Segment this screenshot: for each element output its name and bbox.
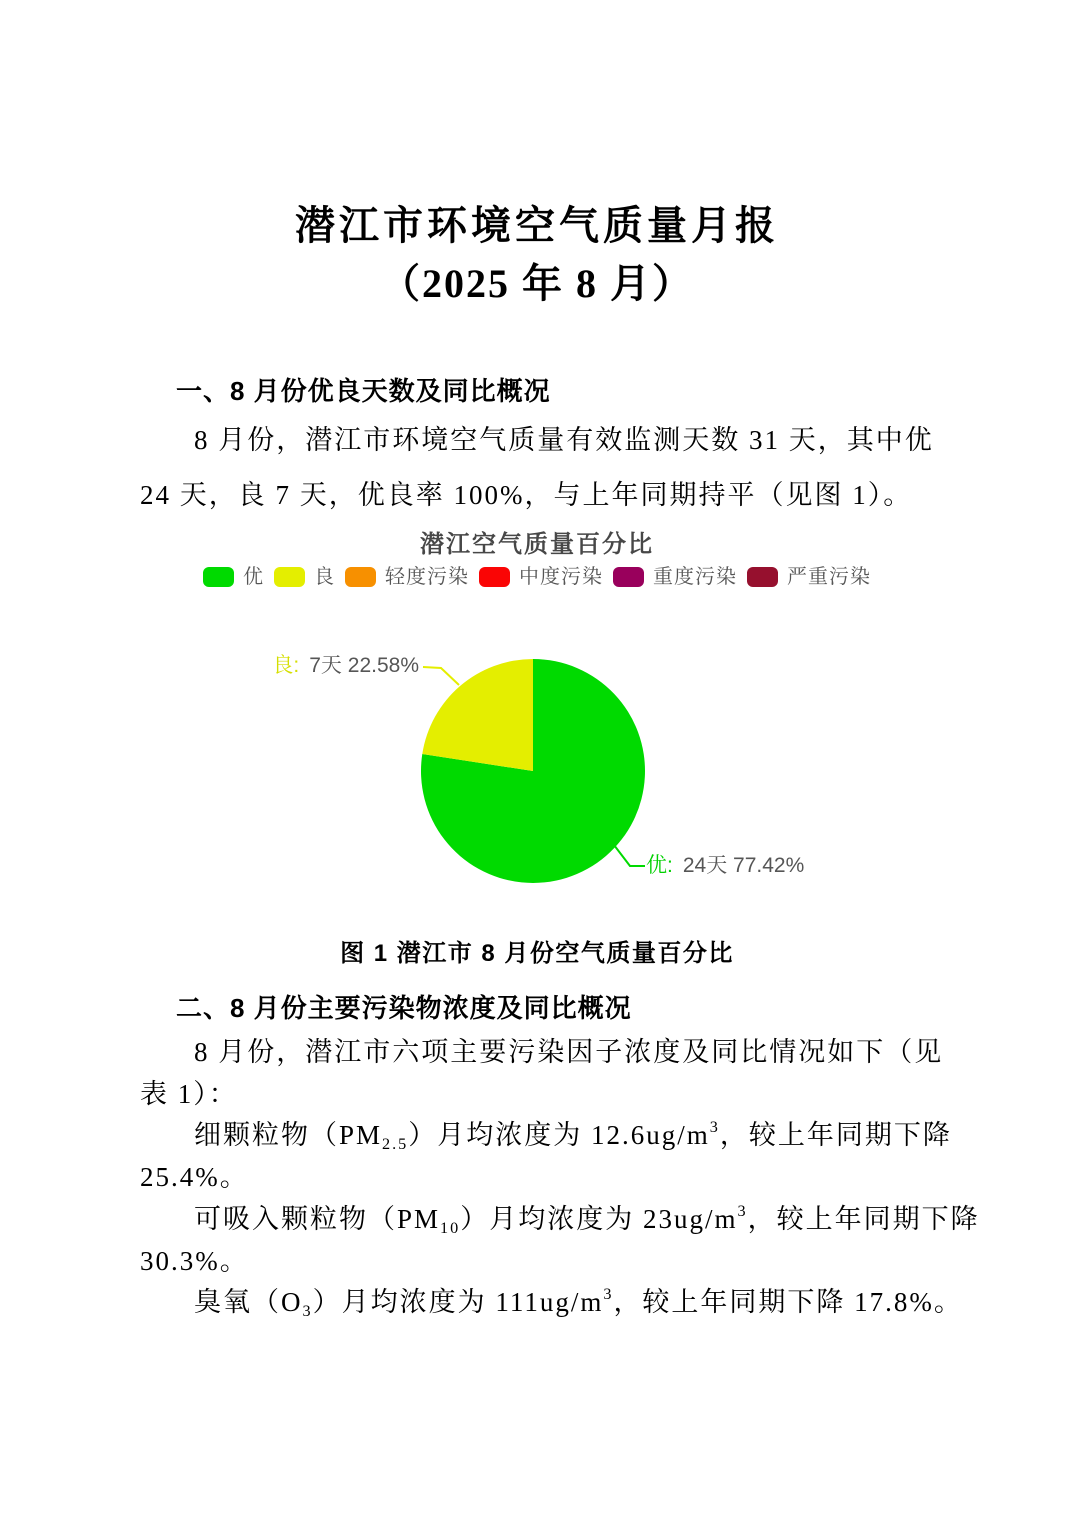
text-segment: 细颗粒物（PM bbox=[194, 1120, 383, 1151]
figure-caption: 图 1 潜江市 8 月份空气质量百分比 bbox=[340, 940, 734, 967]
text-segment: 30.3%。 bbox=[140, 1245, 249, 1276]
body-text-line bbox=[140, 413, 970, 468]
section-1-paragraph bbox=[140, 413, 970, 523]
subscript-text: 2.5 bbox=[382, 1135, 409, 1154]
section-2-paragraphs bbox=[140, 1032, 980, 1324]
pie-callout-you bbox=[646, 854, 804, 878]
legend-swatch-icon bbox=[747, 567, 778, 587]
subscript-text: 10 bbox=[440, 1218, 461, 1237]
text-segment: 表 1）： bbox=[140, 1078, 238, 1109]
subscript-text: 3 bbox=[302, 1302, 313, 1321]
legend-label: 中度污染 bbox=[519, 566, 603, 588]
report-subtitle: （2025 年 8 月） bbox=[380, 261, 694, 306]
superscript-text: 3 bbox=[737, 1201, 748, 1220]
text-segment: 8 月份，潜江市环境空气质量有效监测天数 31 天，其中优 bbox=[194, 425, 934, 455]
superscript-text: 3 bbox=[603, 1285, 614, 1304]
body-text-line bbox=[140, 1157, 970, 1199]
chart-legend bbox=[0, 566, 1074, 588]
legend-label: 严重污染 bbox=[787, 566, 871, 588]
body-text-line bbox=[140, 1282, 970, 1324]
legend-item-重度污染 bbox=[613, 566, 737, 588]
legend-item-良 bbox=[274, 566, 335, 588]
pie-callout-liang-value: 7天 22.58% bbox=[309, 654, 419, 677]
body-text-line bbox=[140, 1199, 980, 1241]
legend-swatch-icon bbox=[345, 567, 376, 587]
text-segment: ）月均浓度为 23ug/m bbox=[460, 1203, 738, 1234]
pie-callout-you-category: 优: bbox=[646, 854, 673, 877]
text-segment: ，较上年同期下降 17.8%。 bbox=[613, 1287, 963, 1318]
legend-item-优 bbox=[203, 566, 264, 588]
body-text-line bbox=[140, 1115, 970, 1157]
text-segment: ）月均浓度为 12.6ug/m bbox=[408, 1120, 710, 1151]
legend-swatch-icon bbox=[203, 567, 234, 587]
body-text-line bbox=[140, 1241, 970, 1283]
pie-callout-liang bbox=[230, 654, 419, 678]
superscript-text: 3 bbox=[709, 1118, 720, 1137]
legend-label: 轻度污染 bbox=[385, 566, 469, 588]
legend-label: 重度污染 bbox=[653, 566, 737, 588]
legend-swatch-icon bbox=[613, 567, 644, 587]
pie-slice-良 bbox=[422, 659, 533, 771]
text-segment: ）月均浓度为 111ug/m bbox=[312, 1287, 604, 1318]
text-segment: 可吸入颗粒物（PM bbox=[194, 1203, 441, 1234]
legend-item-中度污染 bbox=[479, 566, 603, 588]
body-text-line bbox=[140, 468, 970, 523]
text-segment: 臭氧（O bbox=[194, 1287, 303, 1318]
legend-item-严重污染 bbox=[747, 566, 871, 588]
pie-callout-liang-category: 良: bbox=[272, 654, 300, 677]
section-2-heading: 二、8 月份主要污染物浓度及同比概况 bbox=[176, 993, 632, 1023]
callout-leader-line-liang bbox=[423, 667, 459, 685]
section-1-heading: 一、8 月份优良天数及同比概况 bbox=[176, 376, 551, 406]
legend-label: 良 bbox=[314, 566, 335, 588]
legend-label: 优 bbox=[243, 566, 264, 588]
body-text-line bbox=[140, 1032, 970, 1074]
text-segment: 8 月份，潜江市六项主要污染因子浓度及同比情况如下（见 bbox=[194, 1037, 944, 1067]
text-segment: ，较上年同期下降 bbox=[747, 1203, 980, 1234]
legend-swatch-icon bbox=[479, 567, 510, 587]
pie-callout-you-value: 24天 77.42% bbox=[682, 854, 805, 877]
chart-title: 潜江空气质量百分比 bbox=[420, 531, 654, 558]
legend-item-轻度污染 bbox=[345, 566, 469, 588]
text-segment: ，较上年同期下降 bbox=[719, 1120, 952, 1151]
pie-slice-优 bbox=[421, 659, 645, 883]
pie-slices bbox=[421, 659, 645, 883]
body-text-line bbox=[140, 1074, 970, 1116]
text-segment: 25.4%。 bbox=[140, 1162, 249, 1193]
report-title: 潜江市环境空气质量月报 bbox=[295, 203, 779, 248]
text-segment: 24 天，良 7 天，优良率 100%，与上年同期持平（见图 1）。 bbox=[140, 480, 913, 510]
callout-leader-line-you bbox=[614, 845, 645, 866]
legend-swatch-icon bbox=[274, 567, 305, 587]
